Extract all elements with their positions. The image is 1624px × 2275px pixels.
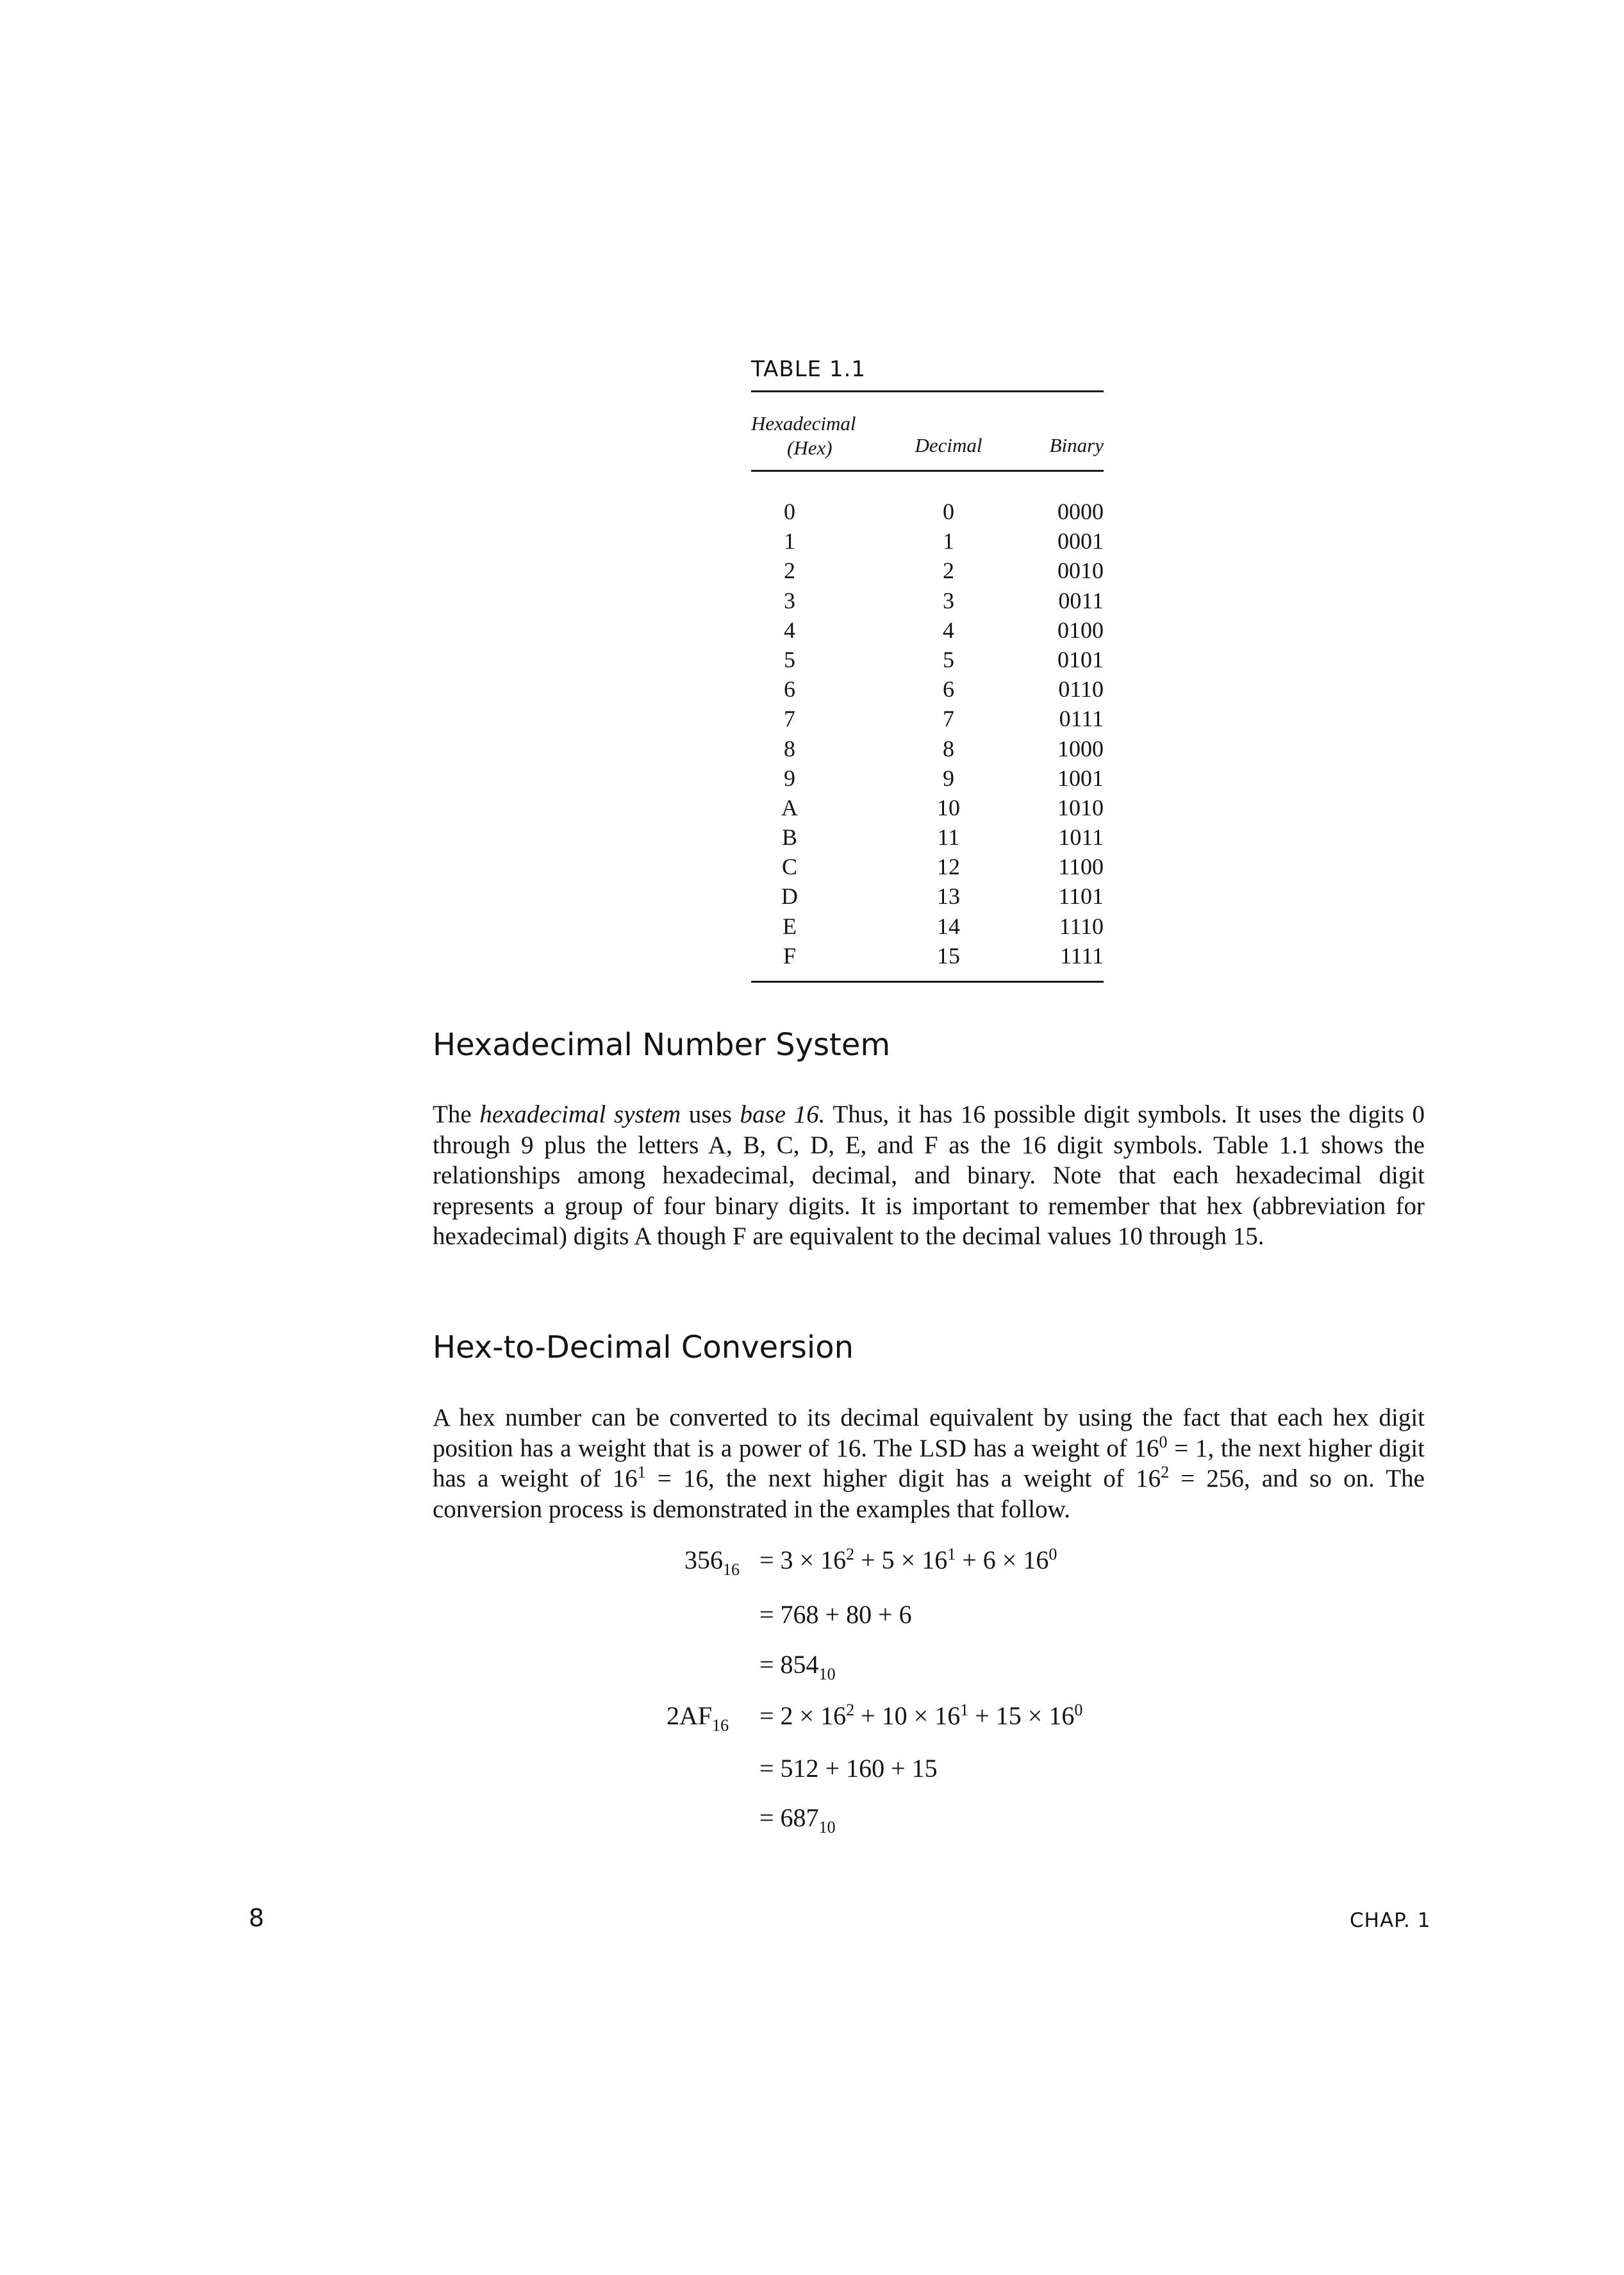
table-row <box>751 556 1104 585</box>
table-row <box>751 852 1104 881</box>
cell-hex: 1 <box>784 528 795 554</box>
cell-hex: 8 <box>784 735 795 762</box>
cell-decimal: 6 <box>943 676 954 703</box>
chapter-label: CHAP. 1 <box>1350 1909 1431 1932</box>
header-hex-line1: Hexadecimal <box>751 412 856 435</box>
table-header-rule <box>751 470 1104 472</box>
term-base-16: base 16. <box>740 1101 825 1128</box>
cell-hex: E <box>783 913 797 939</box>
cell-decimal: 15 <box>937 942 960 969</box>
table-row <box>751 645 1104 674</box>
cell-binary: 0111 <box>1059 706 1104 732</box>
cell-decimal: 13 <box>937 883 960 910</box>
cell-binary: 0110 <box>1058 676 1104 703</box>
cell-hex: 9 <box>784 765 795 791</box>
cell-decimal: 8 <box>943 735 954 762</box>
table-row <box>751 526 1104 556</box>
cell-decimal: 10 <box>937 794 960 821</box>
paragraph-hex-to-decimal: A hex number can be converted to its decimal equivalent by using the fact that each hex digit position has a weight that is a power of 16. The LSD has a weight of $16^0 = 1$, the next higher digit has a weight of $16^1 = 16$, the next higher digit has a weight of $16^2 = 256$, and so on. The conversion process is demonstrated in the examples that follow. <box>433 1404 1425 1523</box>
cell-decimal: 14 <box>937 913 960 939</box>
example2-line2: = 512 + 160 + 15 <box>759 1754 938 1783</box>
table-row <box>751 912 1104 941</box>
table-row <box>751 881 1104 911</box>
cell-hex: 4 <box>784 617 795 643</box>
cell-decimal: 12 <box>937 854 960 880</box>
cell-decimal: 2 <box>943 558 954 584</box>
cell-binary: 0010 <box>1057 558 1104 584</box>
cell-binary: 1111 <box>1060 942 1104 969</box>
example1-line1: = $3 \times 16^2 + 5 \times 16^1 + 6 \times 16^0$ <box>759 1545 1057 1574</box>
table-caption: TABLE 1.1 <box>751 356 866 382</box>
cell-binary: 1100 <box>1058 854 1104 880</box>
cell-hex: 0 <box>784 499 795 524</box>
cell-binary: 1110 <box>1059 913 1104 939</box>
cell-hex: F <box>783 942 797 969</box>
cell-binary: 0101 <box>1057 646 1104 672</box>
cell-hex: C <box>781 854 797 880</box>
table-row <box>751 674 1104 704</box>
example2-line1: = $2 \times 16^2 + 10 \times 16^1 + 15 \times 16^0$ <box>759 1701 1083 1730</box>
header-binary: Binary <box>1049 434 1104 456</box>
cell-binary: 0000 <box>1057 499 1104 524</box>
table-body <box>751 497 1104 971</box>
table-row <box>751 497 1104 526</box>
cell-binary: 1011 <box>1058 824 1104 851</box>
table-bottom-rule <box>751 981 1104 983</box>
cell-binary: 0100 <box>1057 617 1104 643</box>
header-hexadecimal <box>751 412 873 460</box>
cell-hex: 3 <box>784 587 795 613</box>
cell-hex: B <box>781 824 797 851</box>
header-hex-line2: (Hex) <box>787 437 833 459</box>
table-row <box>751 793 1104 822</box>
header-decimal: Decimal <box>915 434 982 456</box>
cell-decimal: 1 <box>943 528 954 554</box>
cell-binary: 1010 <box>1057 794 1104 821</box>
table-row <box>751 763 1104 793</box>
cell-decimal: 11 <box>937 824 960 851</box>
table-row <box>751 586 1104 615</box>
cell-hex: 2 <box>784 558 795 584</box>
cell-hex: A <box>781 794 798 821</box>
example2-line3: = $687_{10}$ <box>759 1803 836 1837</box>
example1-line3: = $854_{10}$ <box>759 1650 836 1683</box>
cell-hex: 6 <box>784 676 795 703</box>
cell-hex: D <box>781 883 798 910</box>
table-row <box>751 615 1104 645</box>
table-top-rule <box>751 390 1104 392</box>
cell-binary: 0011 <box>1058 587 1104 613</box>
cell-binary: 1001 <box>1057 765 1104 791</box>
cell-hex: 5 <box>784 646 795 672</box>
cell-hex: 7 <box>784 706 795 732</box>
cell-binary: 1000 <box>1057 735 1104 762</box>
term-hexadecimal-system: hexadecimal system <box>479 1101 681 1128</box>
table-row <box>751 704 1104 733</box>
section-heading-hex-to-decimal: Hex-to-Decimal Conversion <box>433 1329 854 1365</box>
cell-decimal: 3 <box>943 587 954 613</box>
section-heading-hexadecimal: Hexadecimal Number System <box>433 1027 891 1063</box>
table-row <box>751 734 1104 763</box>
example1-lhs: $356_{16}$ <box>684 1546 740 1579</box>
example2-lhs: $2AF_{16}$ <box>667 1701 729 1735</box>
example1-line2: = 768 + 80 + 6 <box>759 1600 912 1629</box>
cell-decimal: 0 <box>943 499 954 524</box>
cell-binary: 1101 <box>1058 883 1104 910</box>
cell-decimal: 9 <box>943 765 954 791</box>
cell-decimal: 7 <box>943 706 954 732</box>
cell-decimal: 5 <box>943 646 954 672</box>
cell-decimal: 4 <box>943 617 954 643</box>
page-number: 8 <box>249 1904 265 1932</box>
paragraph-hexadecimal-system: The hexadecimal system uses base 16. Thus, it has 16 possible digit symbols. It uses the digits 0 through 9 plus the letters A, B, C, D, E, and F as the 16 digit symbols. Table 1.1 shows the relationships among hexadecimal, decimal, and binary. Note that each hexadecimal digit represents a group of four binary digits. It is important to remember that hex (abbreviation for hexadecimal) digits A though F are equivalent to the decimal values 10 through 15. <box>433 1101 1425 1250</box>
table-row <box>751 822 1104 852</box>
table-row <box>751 941 1104 971</box>
cell-binary: 0001 <box>1057 528 1104 554</box>
